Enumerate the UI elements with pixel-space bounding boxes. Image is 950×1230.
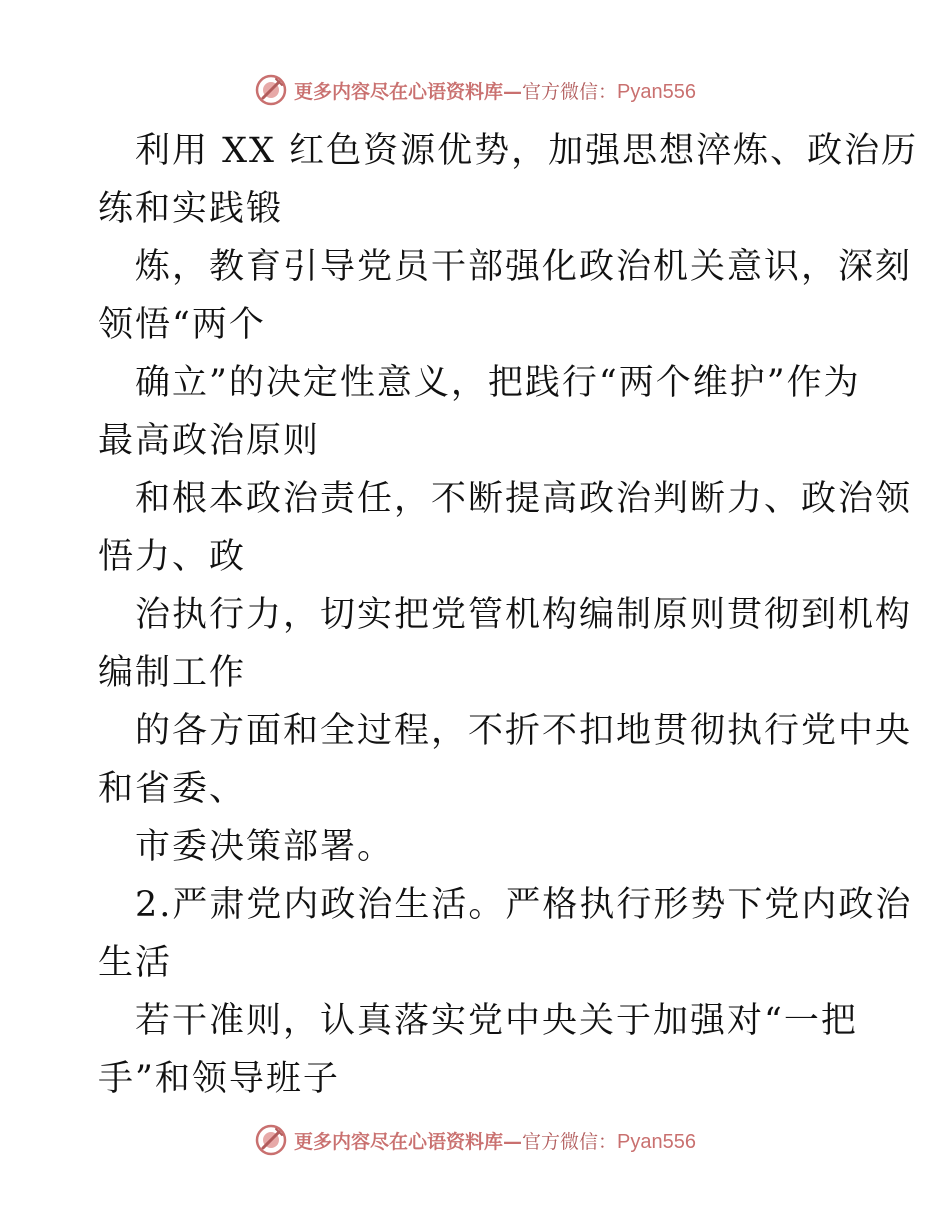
footer-separator: — <box>503 1130 523 1153</box>
text-line-6: 最高政治原则 <box>98 421 321 461</box>
text-line-17: 手”和领导班子 <box>98 1059 340 1099</box>
text-line-8: 悟力、政 <box>98 537 247 577</box>
text-line-15: 生活 <box>98 943 173 983</box>
text-line-7: 和根本政治责任，不断提高政治判断力、政治领 <box>135 479 913 519</box>
header-watermark <box>0 70 950 110</box>
text-line-12: 和省委、 <box>98 769 247 809</box>
brand-logo-icon <box>254 73 288 107</box>
text-line-4: 领悟“两个 <box>98 305 266 345</box>
text-line-5: 确立”的决定性意义，把践行“两个维护”作为 <box>135 363 861 403</box>
text-line-16: 若干准则，认真落实党中央关于加强对“一把 <box>135 1001 858 1041</box>
header-brand-text: 更多内容尽在心语资料库 <box>294 80 504 103</box>
text-line-14: 2.严肃党内政治生活。严格执行形势下党内政治 <box>135 885 913 925</box>
text-line-1: 利用 XX 红色资源优势，加强思想淬炼、政治历 <box>135 131 919 171</box>
footer-brand-text: 更多内容尽在心语资料库 <box>294 1130 504 1153</box>
text-line-2: 练和实践锻 <box>98 189 284 229</box>
document-body <box>98 122 919 1108</box>
footer-wechat-handle: Pyan556 <box>617 1130 696 1153</box>
header-wechat-label: 官方微信： <box>522 80 618 103</box>
text-line-13: 市委决策部署。 <box>135 827 395 867</box>
brand-logo-icon <box>254 1123 288 1157</box>
header-separator: — <box>503 80 523 103</box>
text-line-9: 治执行力，切实把党管机构编制原则贯彻到机构 <box>135 595 913 635</box>
header-wechat-handle: Pyan556 <box>617 80 696 103</box>
header-watermark-text <box>294 77 696 104</box>
footer-watermark <box>0 1120 950 1160</box>
footer-wechat-label: 官方微信： <box>522 1130 618 1153</box>
text-line-11: 的各方面和全过程，不折不扣地贯彻执行党中央 <box>135 711 913 751</box>
text-line-10: 编制工作 <box>98 653 247 693</box>
footer-watermark-text <box>294 1127 696 1154</box>
text-line-3: 炼，教育引导党员干部强化政治机关意识，深刻 <box>135 247 913 287</box>
